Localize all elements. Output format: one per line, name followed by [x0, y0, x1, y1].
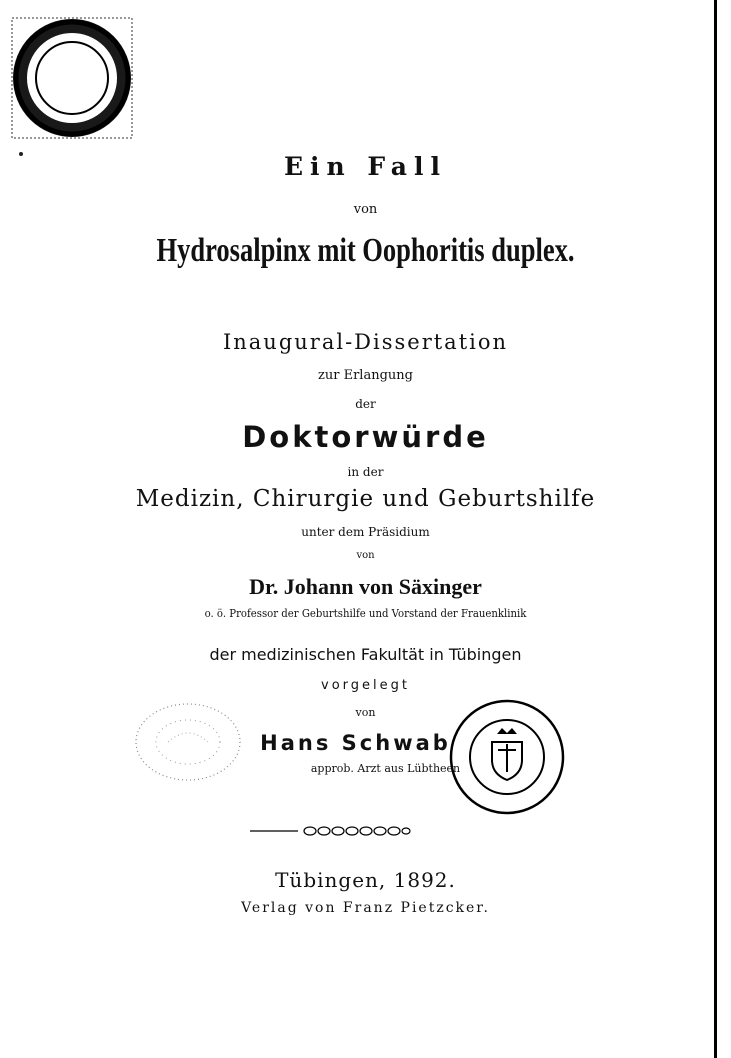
von-line-2: von — [355, 706, 376, 719]
title-line-2: von — [353, 202, 378, 217]
supervisor-title: o. ö. Professor der Geburtshilfe und Vorstand der Frauenklinik — [204, 607, 527, 620]
presidium-line: unter dem Präsidium — [301, 525, 430, 539]
supervisor-name: Dr. Johann von Säxinger — [249, 574, 482, 599]
author-title: approb. Arzt aus Lübtheen — [310, 762, 461, 775]
publisher-line: Verlag von Franz Pietzcker. — [241, 900, 490, 916]
biblioteca-medica-stamp — [442, 698, 572, 816]
purpose-line: zur Erlangung — [318, 368, 413, 383]
dissertation-type: Inaugural-Dissertation — [222, 330, 509, 354]
author-name: Hans Schwab — [260, 731, 451, 755]
place-year: Tübingen, 1892. — [275, 868, 456, 892]
coat-of-arms-icon — [492, 728, 522, 780]
faculty-line: der medizinischen Fakultät in Tübingen — [209, 645, 522, 664]
main-title: Hydrosalpinx mit Oophoritis duplex. — [156, 232, 575, 269]
title-line-1: Ein Fall — [283, 152, 447, 181]
ornament-divider — [250, 823, 412, 839]
library-stamp-seal — [10, 16, 134, 140]
field-line: Medizin, Chirurgie und Geburtshilfe — [135, 486, 596, 512]
von-line-1: von — [356, 550, 375, 561]
degree-title: Doktorwürde — [242, 420, 489, 454]
faint-stamp — [128, 698, 250, 786]
in-der-line: in der — [347, 465, 384, 479]
article-line: der — [355, 397, 376, 411]
submitted-line: vorgelegt — [321, 678, 410, 693]
